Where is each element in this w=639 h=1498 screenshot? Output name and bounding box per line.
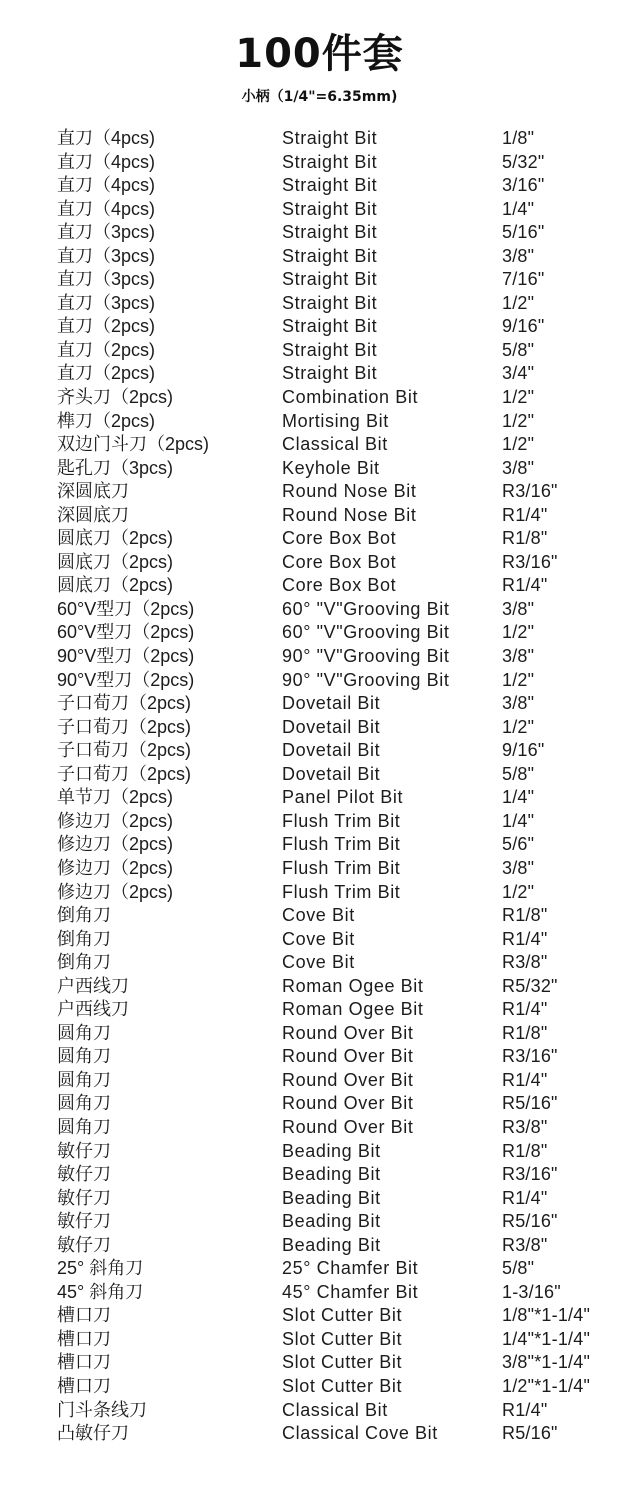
chinese-name: 深圆底刀 (57, 504, 129, 525)
chinese-name: 槽口刀 (57, 1305, 111, 1326)
chinese-name: 双边门斗刀（2pcs) (57, 434, 210, 455)
bit-size: 1/2" (502, 622, 535, 643)
shank-spec-subtitle: 小柄（1/4"=6.35mm) (241, 89, 398, 105)
bit-size: 1/8"*1-1/4" (502, 1305, 591, 1326)
list-item (0, 291, 639, 315)
list-item (0, 503, 639, 527)
english-name: Panel Pilot Bit (282, 787, 404, 808)
chinese-name: 槽口刀 (57, 1375, 111, 1396)
chinese-name: 45° 斜角刀 (57, 1281, 144, 1302)
chinese-name: 60°V型刀（2pcs) (57, 598, 195, 619)
bit-size: R3/8" (502, 1116, 548, 1137)
list-item (0, 785, 639, 809)
list-item (0, 361, 639, 385)
english-name: Roman Ogee Bit (282, 999, 424, 1020)
english-name: Core Box Bot (282, 575, 397, 596)
chinese-name: 齐头刀（2pcs) (57, 387, 174, 408)
bit-size: 1/2"*1-1/4" (502, 1375, 591, 1396)
list-item (0, 644, 639, 668)
english-name: Straight Bit (282, 363, 378, 384)
bit-size: 1/2" (502, 292, 535, 313)
chinese-name: 榫刀（2pcs) (57, 410, 156, 431)
chinese-name: 门斗条线刀 (57, 1399, 147, 1420)
bit-size: 9/16" (502, 740, 545, 761)
bit-size: 1/2" (502, 881, 535, 902)
chinese-name: 直刀（3pcs) (57, 292, 156, 313)
english-name: Dovetail Bit (282, 763, 381, 784)
english-name: Mortising Bit (282, 410, 389, 431)
bit-size: 1/4"*1-1/4" (502, 1328, 591, 1349)
chinese-name: 敏仔刀 (57, 1140, 111, 1161)
list-item (0, 1115, 639, 1139)
bit-size: 3/8" (502, 693, 535, 714)
bit-size: 1/4" (502, 810, 535, 831)
list-item (0, 550, 639, 574)
list-item (0, 432, 639, 456)
english-name: Cove Bit (282, 905, 355, 926)
english-name: Round Over Bit (282, 1069, 414, 1090)
bit-size: R1/4" (502, 928, 548, 949)
bit-size: 1/4" (502, 198, 535, 219)
list-item (0, 1303, 639, 1327)
english-name: Straight Bit (282, 316, 378, 337)
list-item (0, 573, 639, 597)
bit-size: R3/16" (502, 481, 558, 502)
bit-size: 1/2" (502, 669, 535, 690)
list-item (0, 1162, 639, 1186)
english-name: 60° "V"Grooving Bit (282, 598, 450, 619)
bit-size: R1/4" (502, 575, 548, 596)
chinese-name: 圆角刀 (57, 1093, 111, 1114)
english-name: Straight Bit (282, 198, 378, 219)
english-name: Beading Bit (282, 1234, 381, 1255)
english-name: Classical Bit (282, 434, 388, 455)
list-item (0, 927, 639, 951)
bit-size: 9/16" (502, 316, 545, 337)
english-name: 25° Chamfer Bit (282, 1258, 419, 1279)
bit-size: 1/4" (502, 787, 535, 808)
chinese-name: 修边刀（2pcs) (57, 881, 174, 902)
list-item (0, 597, 639, 621)
english-name: Flush Trim Bit (282, 834, 401, 855)
bit-size: R5/16" (502, 1211, 558, 1232)
chinese-name: 圆角刀 (57, 1116, 111, 1137)
list-item (0, 173, 639, 197)
english-name: 90° "V"Grooving Bit (282, 646, 450, 667)
list-item (0, 1233, 639, 1257)
chinese-name: 槽口刀 (57, 1352, 111, 1373)
chinese-name: 户西线刀 (57, 975, 129, 996)
english-name: Slot Cutter Bit (282, 1375, 403, 1396)
chinese-name: 单节刀（2pcs) (57, 787, 174, 808)
list-item (0, 338, 639, 362)
english-name: Round Nose Bit (282, 481, 417, 502)
list-item (0, 220, 639, 244)
bit-size: R5/16" (502, 1423, 558, 1444)
bit-size: R1/4" (502, 504, 548, 525)
english-name: Combination Bit (282, 387, 419, 408)
english-name: Straight Bit (282, 128, 378, 148)
english-name: Flush Trim Bit (282, 857, 401, 878)
chinese-name: 直刀（4pcs) (57, 175, 156, 196)
list-item (0, 1209, 639, 1233)
list-item (0, 150, 639, 174)
list-item (0, 314, 639, 338)
bit-size: R3/16" (502, 1046, 558, 1067)
english-name: Core Box Bot (282, 551, 397, 572)
chinese-name: 槽口刀 (57, 1328, 111, 1349)
bit-size: 1/2" (502, 410, 535, 431)
list-item (0, 903, 639, 927)
bit-size: R3/8" (502, 952, 548, 973)
english-name: Beading Bit (282, 1140, 381, 1161)
list-item (0, 1327, 639, 1351)
chinese-name: 直刀（4pcs) (57, 198, 156, 219)
chinese-name: 倒角刀 (57, 928, 111, 949)
bit-size: R1/8" (502, 905, 548, 926)
english-name: 90° "V"Grooving Bit (282, 669, 450, 690)
list-item (0, 738, 639, 762)
chinese-name: 匙孔刀（3pcs) (57, 457, 174, 478)
chinese-name: 直刀（3pcs) (57, 222, 156, 243)
english-name: Classical Cove Bit (282, 1423, 438, 1444)
list-item (0, 691, 639, 715)
chinese-name: 修边刀（2pcs) (57, 857, 174, 878)
english-name: Cove Bit (282, 952, 355, 973)
list-item (0, 1068, 639, 1092)
chinese-name: 倒角刀 (57, 905, 111, 926)
english-name: Roman Ogee Bit (282, 975, 424, 996)
list-item (0, 1139, 639, 1163)
chinese-name: 子口荀刀（2pcs) (57, 763, 192, 784)
english-name: Beading Bit (282, 1164, 381, 1185)
chinese-name: 敏仔刀 (57, 1234, 111, 1255)
english-name: Straight Bit (282, 245, 378, 266)
list-item (0, 856, 639, 880)
chinese-name: 直刀（2pcs) (57, 339, 156, 360)
list-item (0, 762, 639, 786)
list-item (0, 385, 639, 409)
chinese-name: 圆角刀 (57, 1069, 111, 1090)
english-name: Slot Cutter Bit (282, 1352, 403, 1373)
bit-size: R1/4" (502, 1399, 548, 1420)
list-item (0, 409, 639, 433)
bit-list (0, 126, 639, 1445)
bit-size: R1/8" (502, 1140, 548, 1161)
bit-size: R5/16" (502, 1093, 558, 1114)
chinese-name: 圆角刀 (57, 1022, 111, 1043)
chinese-name: 直刀（3pcs) (57, 245, 156, 266)
chinese-name: 圆底刀（2pcs) (57, 551, 174, 572)
english-name: Round Over Bit (282, 1093, 414, 1114)
english-name: Slot Cutter Bit (282, 1328, 403, 1349)
bit-size: 5/8" (502, 339, 535, 360)
chinese-name: 直刀（4pcs) (57, 151, 156, 172)
list-item (0, 832, 639, 856)
bit-size: 3/8" (502, 646, 535, 667)
english-name: Straight Bit (282, 175, 378, 196)
list-item (0, 1374, 639, 1398)
chinese-name: 60°V型刀（2pcs) (57, 622, 195, 643)
english-name: Straight Bit (282, 339, 378, 360)
chinese-name: 深圆底刀 (57, 481, 129, 502)
english-name: Straight Bit (282, 269, 378, 290)
english-name: Round Nose Bit (282, 504, 417, 525)
list-item (0, 197, 639, 221)
list-item (0, 974, 639, 998)
list-item (0, 997, 639, 1021)
bit-size: 1/2" (502, 434, 535, 455)
bit-size: R5/32" (502, 975, 558, 996)
list-item (0, 526, 639, 550)
list-item (0, 668, 639, 692)
list-item (0, 1256, 639, 1280)
chinese-name: 子口荀刀（2pcs) (57, 740, 192, 761)
bit-size: 5/32" (502, 151, 545, 172)
list-item (0, 479, 639, 503)
list-item (0, 456, 639, 480)
english-name: 60° "V"Grooving Bit (282, 622, 450, 643)
english-name: Round Over Bit (282, 1022, 414, 1043)
list-item (0, 620, 639, 644)
bit-size: 5/16" (502, 222, 545, 243)
list-item (0, 950, 639, 974)
bit-size: 3/4" (502, 363, 535, 384)
chinese-name: 直刀（3pcs) (57, 269, 156, 290)
bit-size: R1/8" (502, 528, 548, 549)
chinese-name: 90°V型刀（2pcs) (57, 646, 195, 667)
english-name: Straight Bit (282, 151, 378, 172)
bit-size: 5/6" (502, 834, 535, 855)
bit-size: 1-3/16" (502, 1281, 561, 1302)
english-name: Dovetail Bit (282, 716, 381, 737)
chinese-name: 圆底刀（2pcs) (57, 528, 174, 549)
chinese-name: 圆底刀（2pcs) (57, 575, 174, 596)
english-name: Flush Trim Bit (282, 810, 401, 831)
english-name: Dovetail Bit (282, 693, 381, 714)
chinese-name: 凸敏仔刀 (57, 1423, 129, 1444)
english-name: Core Box Bot (282, 528, 397, 549)
bit-size: 1/2" (502, 387, 535, 408)
list-item (0, 1091, 639, 1115)
bit-size: 3/8" (502, 457, 535, 478)
english-name: Dovetail Bit (282, 740, 381, 761)
list-item (0, 715, 639, 739)
chinese-name: 子口荀刀（2pcs) (57, 693, 192, 714)
chinese-name: 修边刀（2pcs) (57, 834, 174, 855)
bit-size: 3/16" (502, 175, 545, 196)
chinese-name: 敏仔刀 (57, 1187, 111, 1208)
list-item (0, 267, 639, 291)
bit-size: R3/16" (502, 551, 558, 572)
list-item (0, 1398, 639, 1422)
chinese-name: 户西线刀 (57, 999, 129, 1020)
chinese-name: 修边刀（2pcs) (57, 810, 174, 831)
list-item (0, 1044, 639, 1068)
list-item (0, 809, 639, 833)
chinese-name: 25° 斜角刀 (57, 1258, 144, 1279)
list-item (0, 126, 639, 150)
chinese-name: 90°V型刀（2pcs) (57, 669, 195, 690)
page-title: 100件套 (235, 31, 404, 77)
bit-size: 3/8" (502, 598, 535, 619)
chinese-name: 直刀（4pcs) (57, 128, 156, 148)
chinese-name: 倒角刀 (57, 952, 111, 973)
bit-size: 5/8" (502, 1258, 535, 1279)
chinese-name: 敏仔刀 (57, 1211, 111, 1232)
chinese-name: 圆角刀 (57, 1046, 111, 1067)
english-name: Straight Bit (282, 222, 378, 243)
bit-size: 1/2" (502, 716, 535, 737)
bit-size: 3/8"*1-1/4" (502, 1352, 591, 1373)
list-item (0, 1186, 639, 1210)
english-name: Classical Bit (282, 1399, 388, 1420)
english-name: Beading Bit (282, 1187, 381, 1208)
bit-size: 5/8" (502, 763, 535, 784)
english-name: Keyhole Bit (282, 457, 380, 478)
bit-size: 7/16" (502, 269, 545, 290)
bit-size: 1/8" (502, 128, 535, 148)
english-name: Straight Bit (282, 292, 378, 313)
list-item (0, 1350, 639, 1374)
english-name: Flush Trim Bit (282, 881, 401, 902)
english-name: Round Over Bit (282, 1046, 414, 1067)
english-name: Cove Bit (282, 928, 355, 949)
list-item (0, 244, 639, 268)
chinese-name: 直刀（2pcs) (57, 316, 156, 337)
list-item (0, 1021, 639, 1045)
chinese-name: 敏仔刀 (57, 1164, 111, 1185)
bit-size: 3/8" (502, 857, 535, 878)
bit-size: R1/8" (502, 1022, 548, 1043)
english-name: 45° Chamfer Bit (282, 1281, 419, 1302)
list-item (0, 1280, 639, 1304)
chinese-name: 直刀（2pcs) (57, 363, 156, 384)
english-name: Slot Cutter Bit (282, 1305, 403, 1326)
list-item (0, 880, 639, 904)
bit-size: R1/4" (502, 1187, 548, 1208)
english-name: Beading Bit (282, 1211, 381, 1232)
bit-size: R1/4" (502, 1069, 548, 1090)
bit-size: R3/8" (502, 1234, 548, 1255)
bit-size: R3/16" (502, 1164, 558, 1185)
bit-size: 3/8" (502, 245, 535, 266)
bit-size: R1/4" (502, 999, 548, 1020)
chinese-name: 子口荀刀（2pcs) (57, 716, 192, 737)
list-item (0, 1421, 639, 1445)
english-name: Round Over Bit (282, 1116, 414, 1137)
